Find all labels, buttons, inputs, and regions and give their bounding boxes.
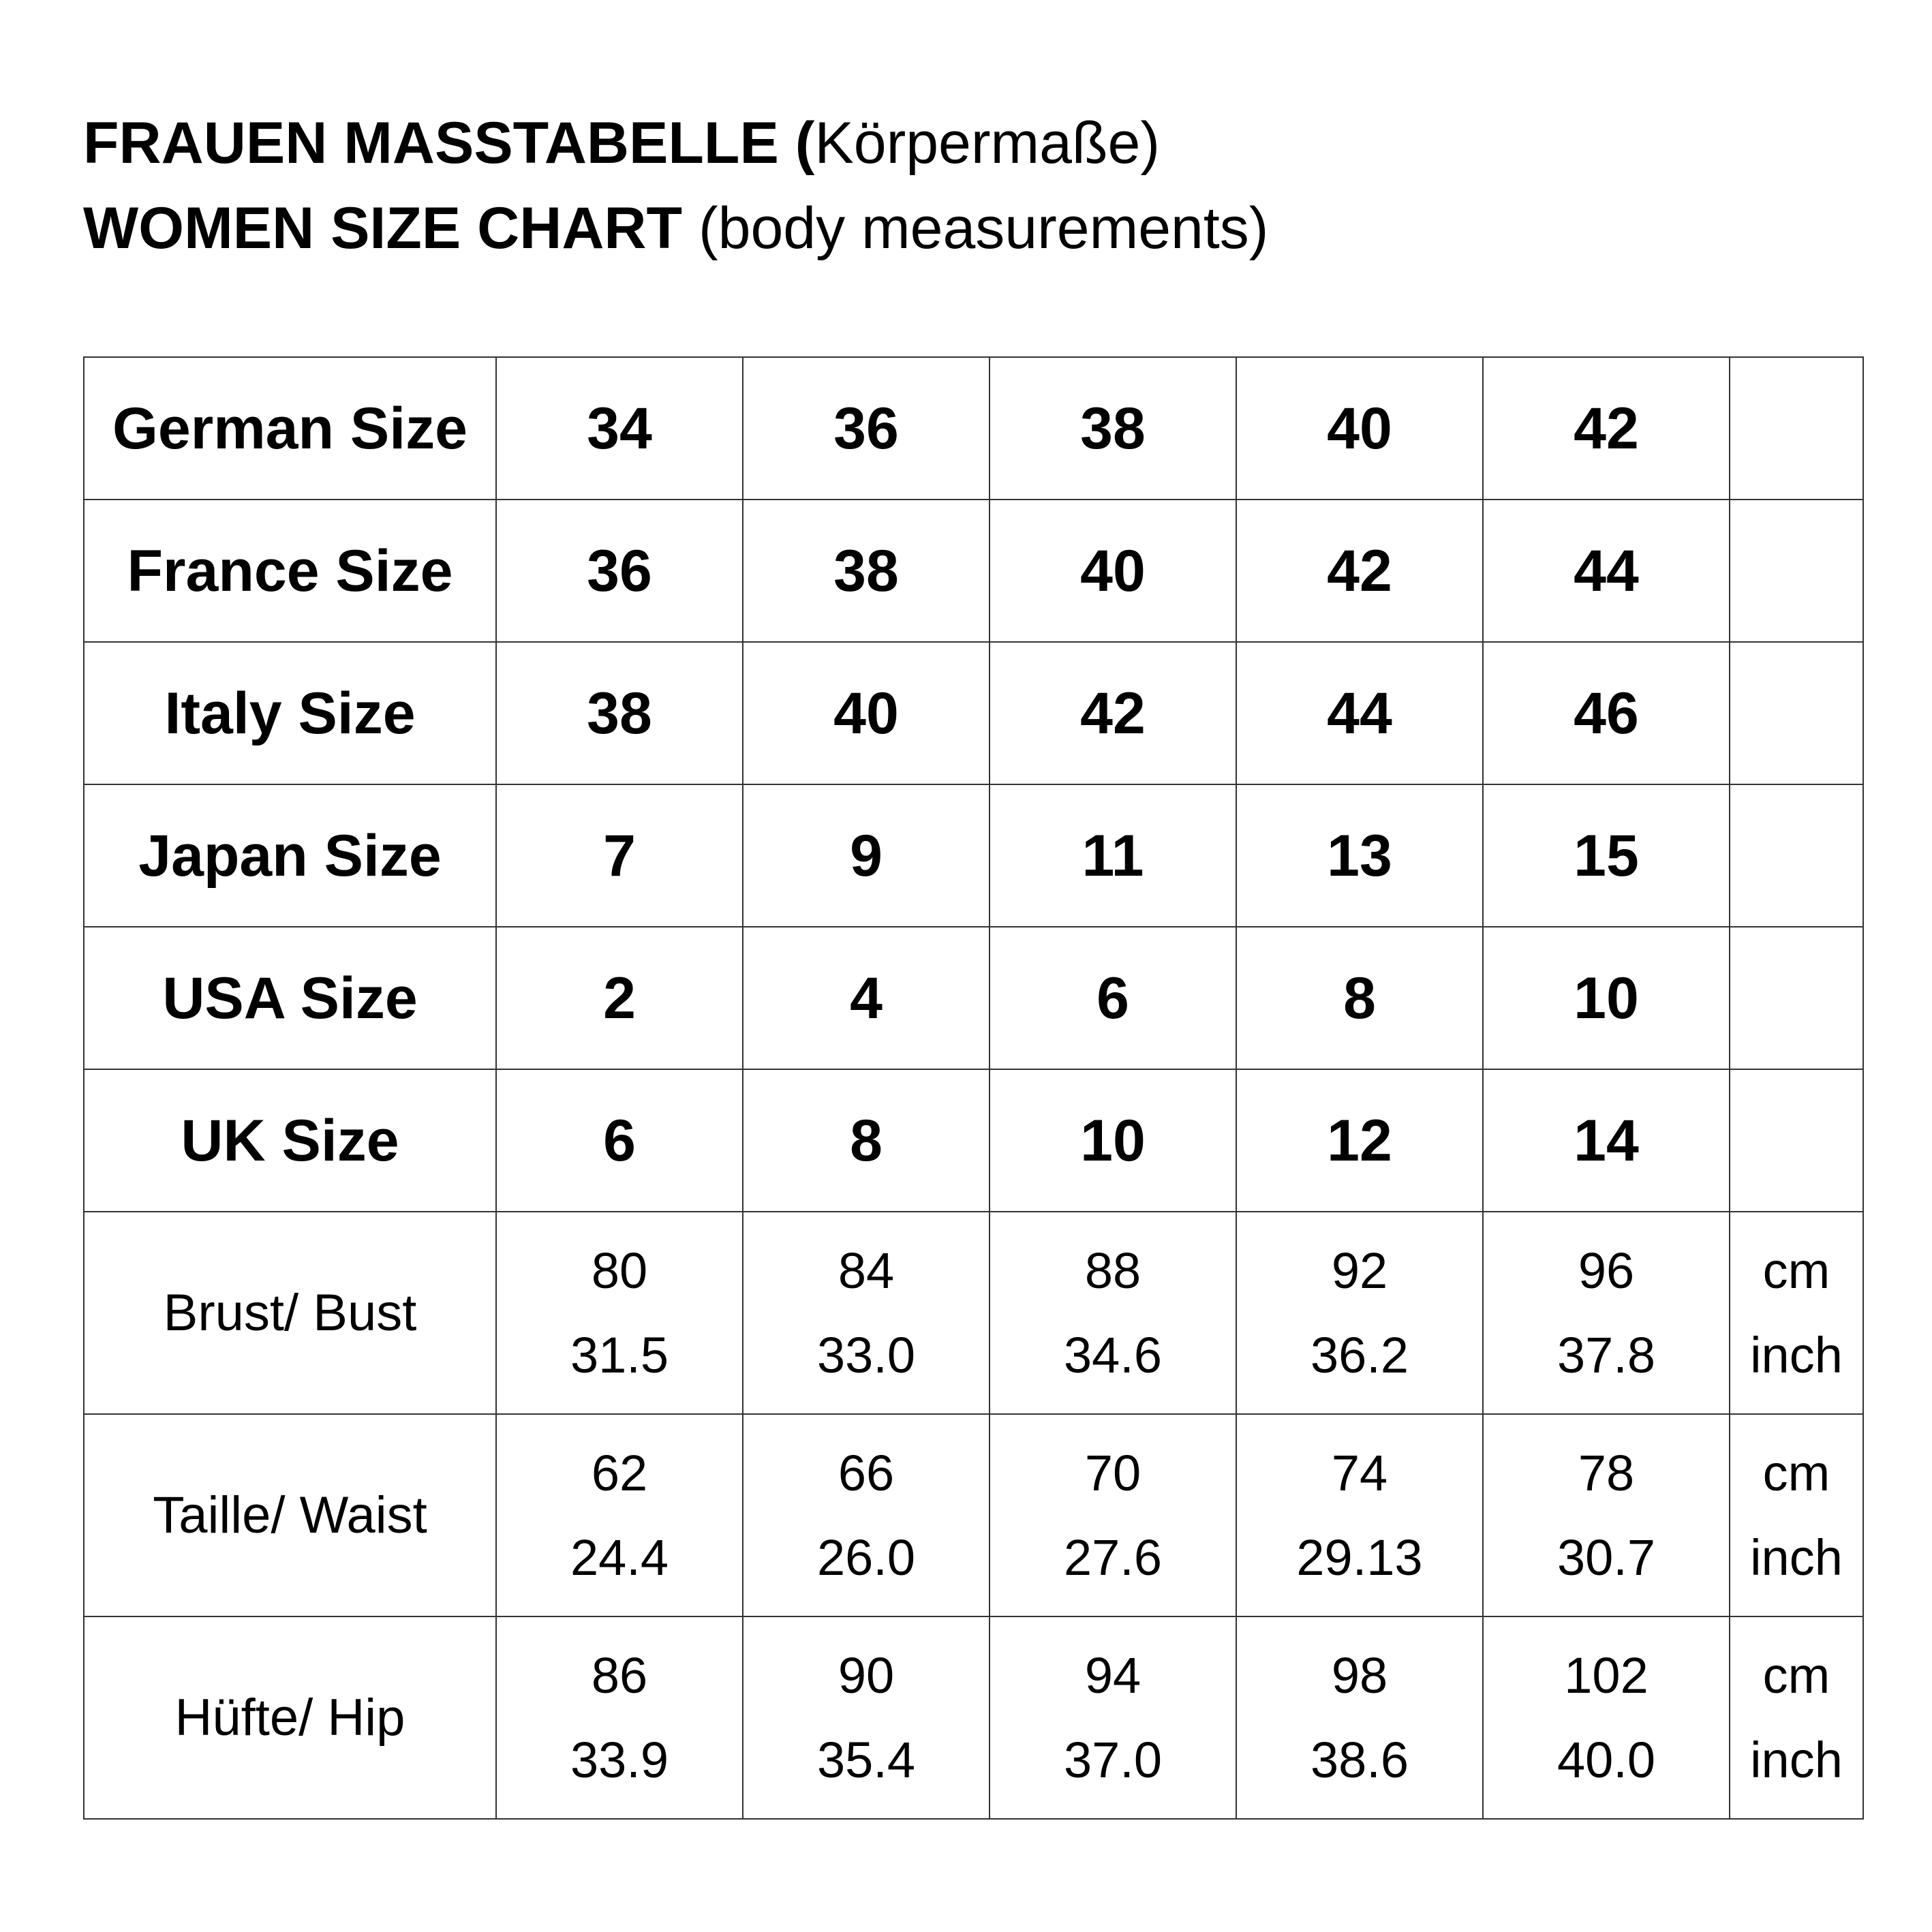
- inch-value: 34.6: [1063, 1326, 1163, 1383]
- size-cell: 6: [990, 927, 1236, 1069]
- size-cell: 40: [990, 500, 1236, 642]
- row-label: German Size: [84, 357, 496, 500]
- inch-value: 40.0: [1557, 1731, 1656, 1788]
- inch-value: 24.4: [570, 1529, 669, 1586]
- empty-cell: [1730, 500, 1863, 642]
- size-cell: 10: [990, 1069, 1236, 1212]
- row-label: Japan Size: [84, 784, 496, 927]
- size-row-japan: [84, 784, 1863, 927]
- size-cell: 11: [990, 784, 1236, 927]
- size-cell: 36: [496, 500, 743, 642]
- size-row-uk: [84, 1069, 1863, 1212]
- size-cell: 38: [990, 357, 1236, 500]
- measurement-row-hip: [84, 1616, 1863, 1819]
- cm-value: 84: [838, 1242, 895, 1299]
- measurement-cell: [990, 1616, 1236, 1819]
- size-cell: 6: [496, 1069, 743, 1212]
- empty-cell: [1730, 357, 1863, 500]
- unit-cell: [1730, 1616, 1863, 1819]
- size-cell: 40: [1236, 357, 1483, 500]
- inch-value: 37.8: [1557, 1326, 1656, 1383]
- title-english-bold: WOMEN SIZE CHART: [83, 196, 683, 261]
- unit-cm: cm: [1762, 1242, 1830, 1299]
- size-row-usa: [84, 927, 1863, 1069]
- measurement-row-bust: [84, 1212, 1863, 1414]
- empty-cell: [1730, 784, 1863, 927]
- measurement-cell: [1483, 1616, 1730, 1819]
- row-label: USA Size: [84, 927, 496, 1069]
- measurement-cell: [990, 1414, 1236, 1616]
- cm-value: 96: [1578, 1242, 1635, 1299]
- cm-value: 102: [1564, 1646, 1649, 1704]
- size-cell: 14: [1483, 1069, 1730, 1212]
- inch-value: 29.13: [1296, 1529, 1423, 1586]
- measurement-cell: [743, 1212, 990, 1414]
- cm-value: 98: [1331, 1646, 1388, 1704]
- inch-value: 30.7: [1557, 1529, 1656, 1586]
- size-cell: 10: [1483, 927, 1730, 1069]
- title-english-normal: (body measurements): [682, 196, 1269, 261]
- title-german: [83, 109, 1160, 177]
- size-cell: 13: [1236, 784, 1483, 927]
- unit-inch: inch: [1750, 1529, 1843, 1586]
- size-cell: 15: [1483, 784, 1730, 927]
- size-cell: 4: [743, 927, 990, 1069]
- row-label: Italy Size: [84, 642, 496, 784]
- inch-value: 37.0: [1063, 1731, 1163, 1788]
- size-cell: 42: [1236, 500, 1483, 642]
- size-row-france: [84, 500, 1863, 642]
- measurement-cell: [990, 1212, 1236, 1414]
- size-cell: 2: [496, 927, 743, 1069]
- title-german-normal: Körpermaße): [814, 110, 1160, 176]
- measurement-cell: [1236, 1616, 1483, 1819]
- measurement-cell: [496, 1414, 743, 1616]
- inch-value: 38.6: [1310, 1731, 1409, 1788]
- measurement-cell: [743, 1414, 990, 1616]
- measurement-cell: [1483, 1212, 1730, 1414]
- measurement-label: Brust/ Bust: [84, 1212, 496, 1414]
- size-cell: 38: [743, 500, 990, 642]
- unit-inch: inch: [1750, 1731, 1843, 1788]
- empty-cell: [1730, 642, 1863, 784]
- size-cell: 46: [1483, 642, 1730, 784]
- cm-value: 90: [838, 1646, 895, 1704]
- unit-cell: [1730, 1414, 1863, 1616]
- unit-cm: cm: [1762, 1444, 1830, 1501]
- inch-value: 35.4: [816, 1731, 916, 1788]
- inch-value: 31.5: [570, 1326, 669, 1383]
- cm-value: 94: [1084, 1646, 1141, 1704]
- cm-value: 88: [1084, 1242, 1141, 1299]
- measurement-cell: [496, 1616, 743, 1819]
- size-cell: 7: [496, 784, 743, 927]
- size-cell: 8: [743, 1069, 990, 1212]
- row-label: UK Size: [84, 1069, 496, 1212]
- cm-value: 66: [838, 1444, 895, 1501]
- cm-value: 62: [591, 1444, 648, 1501]
- size-cell: 12: [1236, 1069, 1483, 1212]
- measurement-cell: [1236, 1414, 1483, 1616]
- cm-value: 70: [1084, 1444, 1141, 1501]
- size-row-italy: [84, 642, 1863, 784]
- unit-inch: inch: [1750, 1326, 1843, 1383]
- size-cell: 8: [1236, 927, 1483, 1069]
- size-row-german: [84, 357, 1863, 500]
- size-cell: 42: [990, 642, 1236, 784]
- measurement-cell: [1236, 1212, 1483, 1414]
- empty-cell: [1730, 1069, 1863, 1212]
- inch-value: 33.0: [816, 1326, 916, 1383]
- cm-value: 78: [1578, 1444, 1635, 1501]
- inch-value: 26.0: [816, 1529, 916, 1586]
- empty-cell: [1730, 927, 1863, 1069]
- cm-value: 74: [1331, 1444, 1388, 1501]
- size-cell: 40: [743, 642, 990, 784]
- size-cell: 42: [1483, 357, 1730, 500]
- cm-value: 92: [1331, 1242, 1388, 1299]
- inch-value: 33.9: [570, 1731, 669, 1788]
- measurement-label: Taille/ Waist: [84, 1414, 496, 1616]
- cm-value: 86: [591, 1646, 648, 1704]
- size-cell: 44: [1236, 642, 1483, 784]
- measurement-label: Hüfte/ Hip: [84, 1616, 496, 1819]
- measurement-cell: [496, 1212, 743, 1414]
- unit-cm: cm: [1762, 1646, 1830, 1704]
- row-label: France Size: [84, 500, 496, 642]
- cm-value: 80: [591, 1242, 648, 1299]
- size-cell: 38: [496, 642, 743, 784]
- measurement-cell: [1483, 1414, 1730, 1616]
- inch-value: 27.6: [1063, 1529, 1163, 1586]
- size-cell: 34: [496, 357, 743, 500]
- size-cell: 44: [1483, 500, 1730, 642]
- unit-cell: [1730, 1212, 1863, 1414]
- inch-value: 36.2: [1310, 1326, 1409, 1383]
- measurement-cell: [743, 1616, 990, 1819]
- measurement-row-waist: [84, 1414, 1863, 1616]
- size-chart-table: [83, 356, 1864, 1820]
- size-cell: 36: [743, 357, 990, 500]
- title-english: [83, 194, 1268, 262]
- title-german-bold: FRAUEN MASSTABELLE (: [83, 110, 815, 176]
- size-cell: 9: [743, 784, 990, 927]
